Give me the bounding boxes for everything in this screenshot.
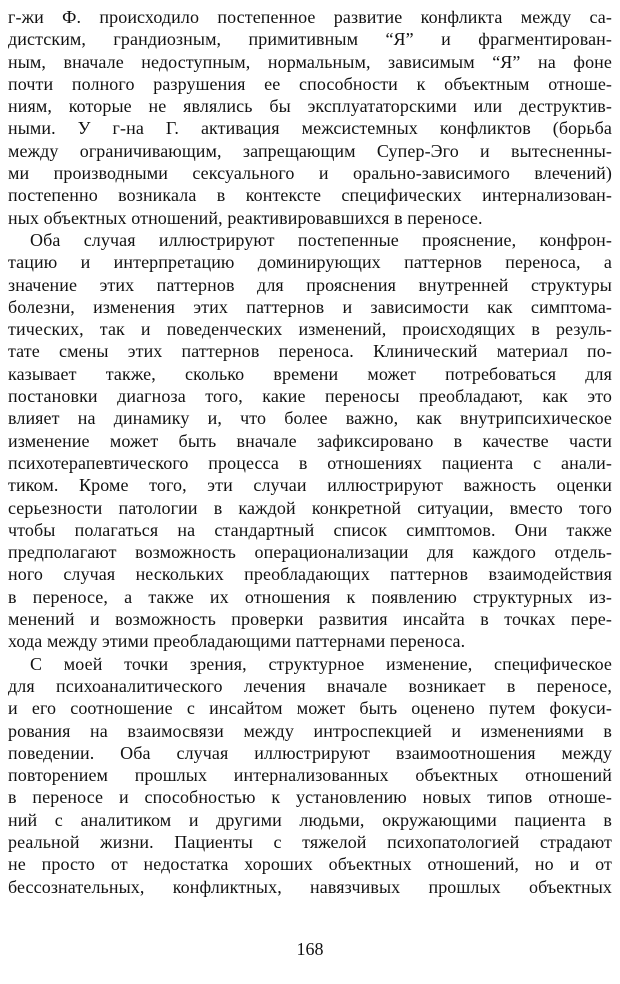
text-line: ми производными сексуального и орально-зависимого влечений) (8, 163, 612, 184)
text-line: ных объектных отношений, реактивировавшихся в переносе. (8, 207, 483, 228)
text-line: рования на взаимосвязи между интроспекцией и изменениями в (8, 720, 612, 741)
text-line: г-жи Ф. происходило постепенное развитие конфликта между са- (8, 7, 612, 27)
text-line: ным, вначале недоступным, нормальным, зависимым “Я” на фоне (8, 51, 612, 72)
text-line: почти полного разрушения ее способности к объектным отноше- (8, 73, 612, 94)
text-line: в переносе и способностью к установлению новых типов отноше- (8, 787, 612, 808)
text-line: психотерапевтического процесса в отношениях пациента с анали- (8, 452, 612, 473)
text-line: тацию и интерпретацию доминирующих паттернов переноса, а (8, 252, 612, 273)
text-line: поведении. Оба случая иллюстрируют взаимоотношения между (8, 742, 612, 763)
text-line: ного случая нескольких преобладающих паттернов взаимодействия (8, 564, 612, 585)
page-body-text (8, 6, 612, 898)
text-line: повторением прошлых интернализованных объектных отношений (8, 765, 612, 786)
text-line: между ограничивающим, запрещающим Супер-Эго и вытесненны- (8, 140, 612, 161)
text-line: постановки диагноза того, какие переносы преобладают, как это (8, 386, 612, 407)
text-line: не просто от недостатка хороших объектных отношений, но и от (8, 854, 612, 875)
paragraph (8, 6, 612, 229)
text-line: и его соотношение с инсайтом может быть оценено путем фокуси- (8, 698, 612, 719)
text-line: для психоаналитического лечения вначале возникает в переносе, (8, 675, 612, 696)
text-line: тических, так и поведенческих изменений, происходящих в резуль- (8, 319, 612, 340)
text-line: болезни, изменения этих паттернов и зависимости как симптома- (8, 296, 612, 317)
text-line: ниям, которые не являлись бы эксплуататорскими или деструктив- (8, 96, 612, 117)
book-page (8, 6, 612, 978)
text-line: в переносе, а также их отношения к появлению структурных из- (8, 586, 612, 607)
text-line: серьезности патологии в каждой конкретной ситуации, вместо того (8, 497, 612, 518)
text-line: предполагают возможность операционализации для каждого отдель- (8, 542, 612, 563)
text-line: дистским, грандиозным, примитивным “Я” и фрагментирован- (8, 29, 612, 50)
text-line: чтобы полагаться на стандартный список симптомов. Они также (8, 519, 612, 540)
text-line: тате смены этих паттернов переноса. Клинический материал по- (8, 341, 612, 362)
text-line: ний с аналитиком и другими людьми, окружающими пациента в (8, 809, 612, 830)
paragraph (8, 653, 612, 898)
text-line: постепенно возникала в контексте специфических интернализован- (8, 185, 612, 206)
page-number: 168 (296, 939, 324, 959)
text-line: значение этих паттернов для прояснения внутренней структуры (8, 274, 612, 295)
paragraph (8, 229, 612, 653)
text-line: менений и возможность проверки развития инсайта в точках пере- (8, 609, 612, 630)
text-line: казывает также, сколько времени может потребоваться для (8, 363, 612, 384)
text-line: бессознательных, конфликтных, навязчивых прошлых объектных (8, 876, 612, 897)
text-line: изменение может быть вначале зафиксировано в качестве части (8, 430, 612, 451)
text-line: хода между этими преобладающими паттернами переноса. (8, 631, 466, 652)
text-line: тиком. Кроме того, эти случаи иллюстрируют важность оценки (8, 475, 612, 496)
text-line: ными. У г-на Г. активация межсистемных конфликтов (борьба (8, 118, 612, 139)
text-line: С моей точки зрения, структурное изменение, специфическое (30, 653, 612, 674)
text-line: реальной жизни. Пациенты с тяжелой психопатологией страдают (8, 831, 612, 852)
text-line: влияет на динамику и, что более важно, как внутрипсихическое (8, 408, 612, 429)
text-line: Оба случая иллюстрируют постепенные прояснение, конфрон- (30, 229, 612, 250)
